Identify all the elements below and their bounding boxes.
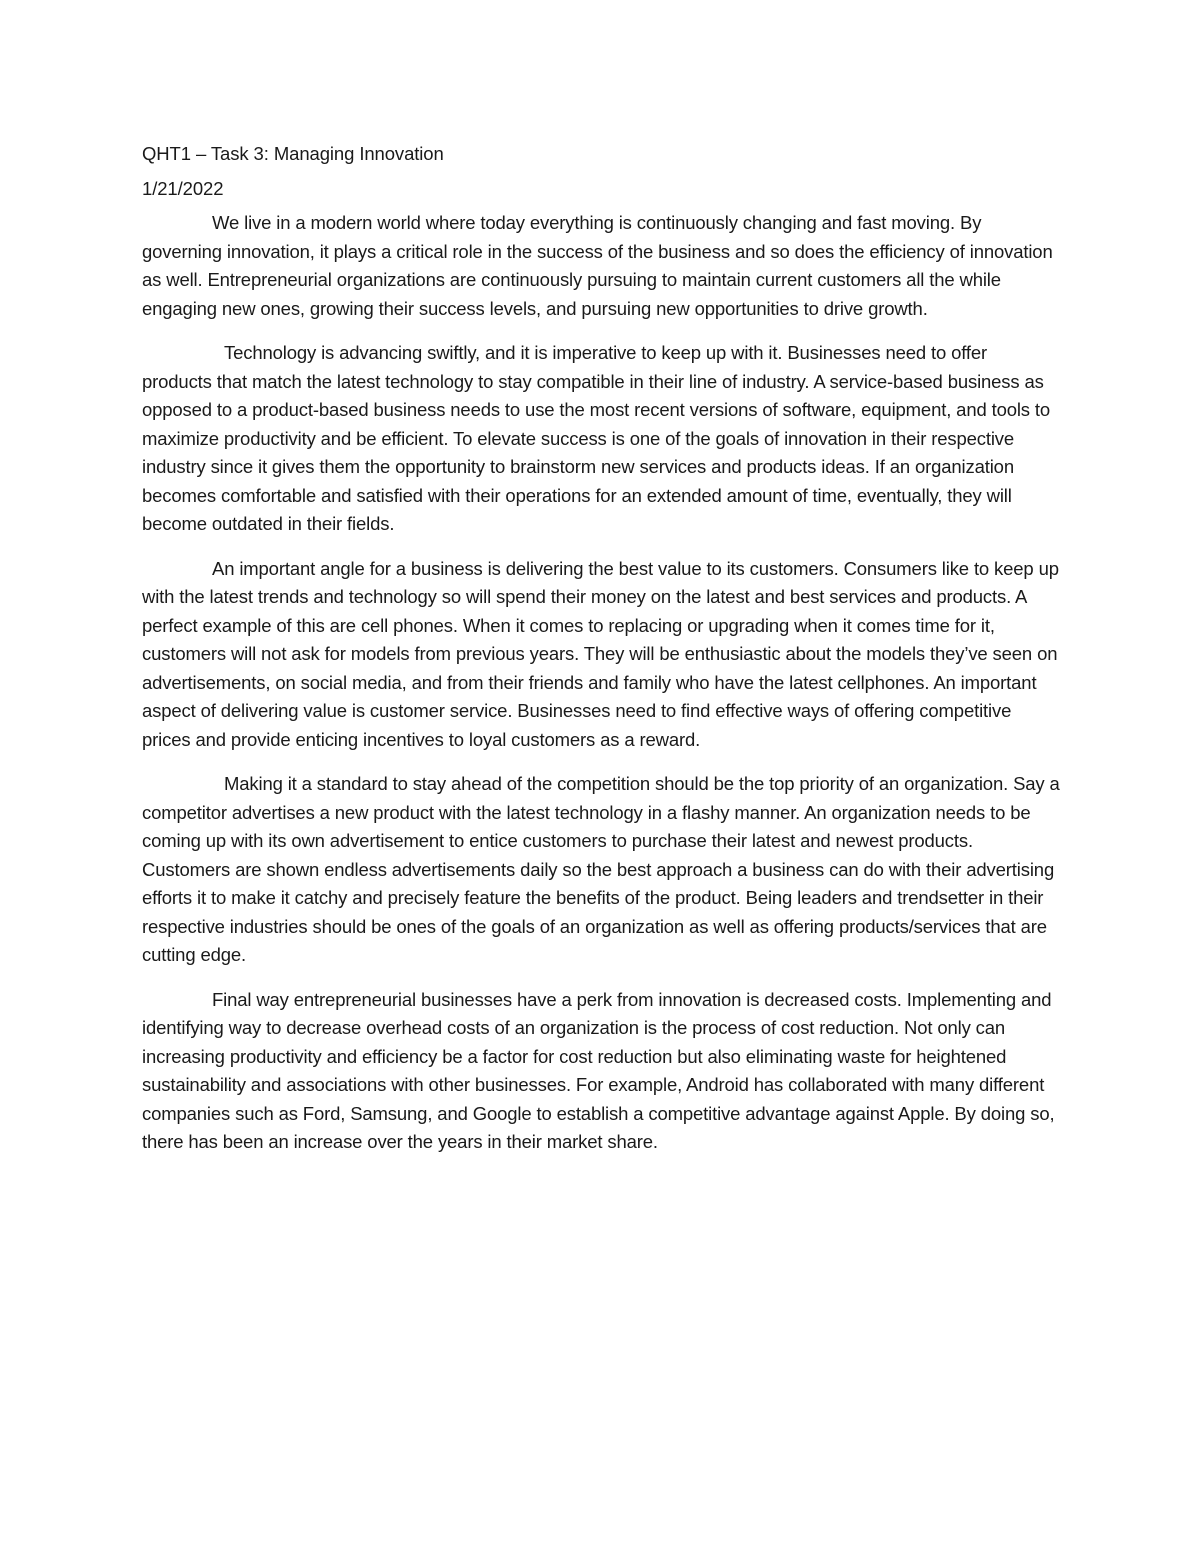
paragraph-5: Final way entrepreneurial businesses have a perk from innovation is decreased costs. Implementing and identifying way to decrease overhead costs of an organization is the process of cost reduction. Not only can increasing productivity and efficiency be a factor for cost reduction but also eliminating waste for heightened sustainability and associations with other businesses. For example, Android has collaborated with many different companies such as Ford, Samsung, and Google to establish a competitive advantage against Apple. By doing so, there has been an increase over the years in their market share. [142,988,1055,1152]
document-title: QHT1 – Task 3: Managing Innovation [142,143,444,164]
paragraph-3: An important angle for a business is delivering the best value to its customers. Consumers like to keep up with the latest trends and technology so will spend their money on the latest and best services and products. A perfect example of this are cell phones. When it comes to replacing or upgrading when it comes time for it, customers will not ask for models from previous years. They will be enthusiastic about the models they’ve seen on advertisements, on social media, and from their friends and family who have the latest cellphones. An important aspect of delivering value is customer service. Businesses need to find effective ways of offering competitive prices and provide enticing incentives to loyal customers as a reward. [142,557,1059,750]
paragraph-4: Making it a standard to stay ahead of the competition should be the top priority of an organization. Say a competitor advertises a new product with the latest technology in a flashy manner. An organization needs to be coming up with its own advertisement to entice customers to purchase their latest and newest products. Customers are shown endless advertisements daily so the best approach a business can do with their advertising efforts it to make it catchy and precisely feature the benefits of the product. Being leaders and trendsetter in their respective industries should be ones of the goals of an organization as well as offering products/services that are cutting edge. [142,773,1060,965]
document-date: 1/21/2022 [142,177,224,199]
paragraph-2: Technology is advancing swiftly, and it is imperative to keep up with it. Businesses need to offer products that match the latest technology to stay compatible in their line of industry. A service-based business as opposed to a product-based business needs to use the most recent versions of software, equipment, and tools to maximize productivity and be efficient. To elevate success is one of the goals of innovation in their respective industry since it gives them the opportunity to brainstorm new services and products ideas. If an organization becomes comfortable and satisfied with their operations for an extended amount of time, eventually, they will become outdated in their fields. [142,342,1051,534]
paragraph-1: We live in a modern world where today everything is continuously changing and fast moving. By governing innovation, it plays a critical role in the success of the business and so does the efficiency of innovation as well. Entrepreneurial organizations are continuously pursuing to maintain current customers all the while engaging new ones, growing their success levels, and pursuing new opportunities to drive growth. [142,212,1053,319]
document-body [142,140,1060,1173]
